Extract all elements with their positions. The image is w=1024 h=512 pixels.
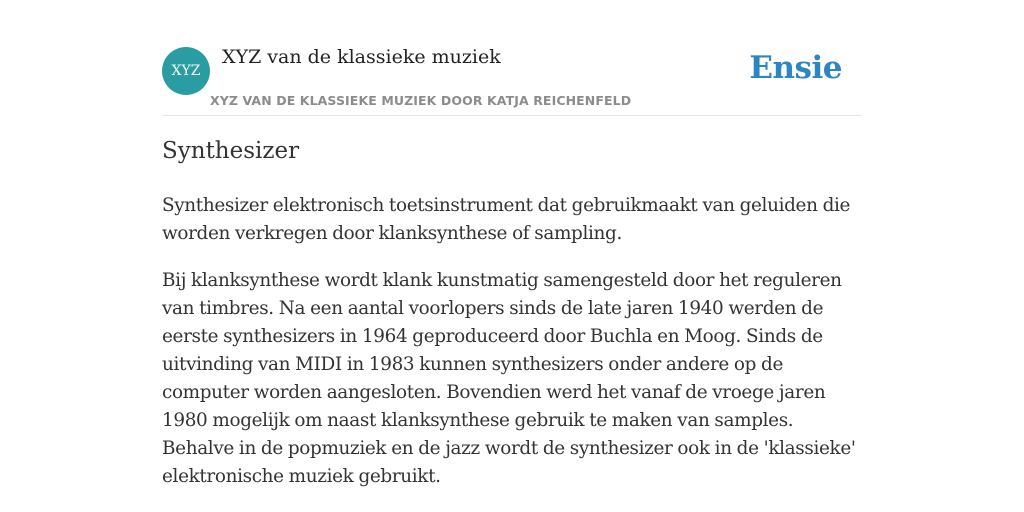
source-avatar[interactable]: XYZ <box>162 47 210 95</box>
source-title[interactable]: XYZ van de klassieke muziek <box>222 46 501 68</box>
article-title: Synthesizer <box>162 138 300 164</box>
source-subtitle[interactable]: XYZ VAN DE KLASSIEKE MUZIEK DOOR KATJA REICHENFELD <box>210 93 632 108</box>
paragraph: Bij klanksynthese wordt klank kunstmatig samengesteld door het reguleren van timbres. Na een aantal voorlopers sinds de late jaren 1940 werden de eerste synthesizers in 1964 geproduceerd door Buchla en Moog. Sinds de uitvinding van MIDI in 1983 kunnen synthesizers onder andere op de computer worden aangesloten. Bovendien werd het vanaf de vroege jaren 1980 mogelijk om naast klanksynthese gebruik te maken van samples. Behalve in de popmuziek en de jazz wordt de synthesizer ook in de 'klassieke' elektronische muziek gebruikt. <box>162 270 856 487</box>
brand-logo[interactable]: Ensie <box>749 50 842 86</box>
article-body <box>162 192 867 510</box>
article-header <box>162 42 862 116</box>
paragraph: Synthesizer elektronisch toetsinstrument dat gebruikmaakt van geluiden die worden verkregen door klanksynthese of sampling. <box>162 195 851 244</box>
